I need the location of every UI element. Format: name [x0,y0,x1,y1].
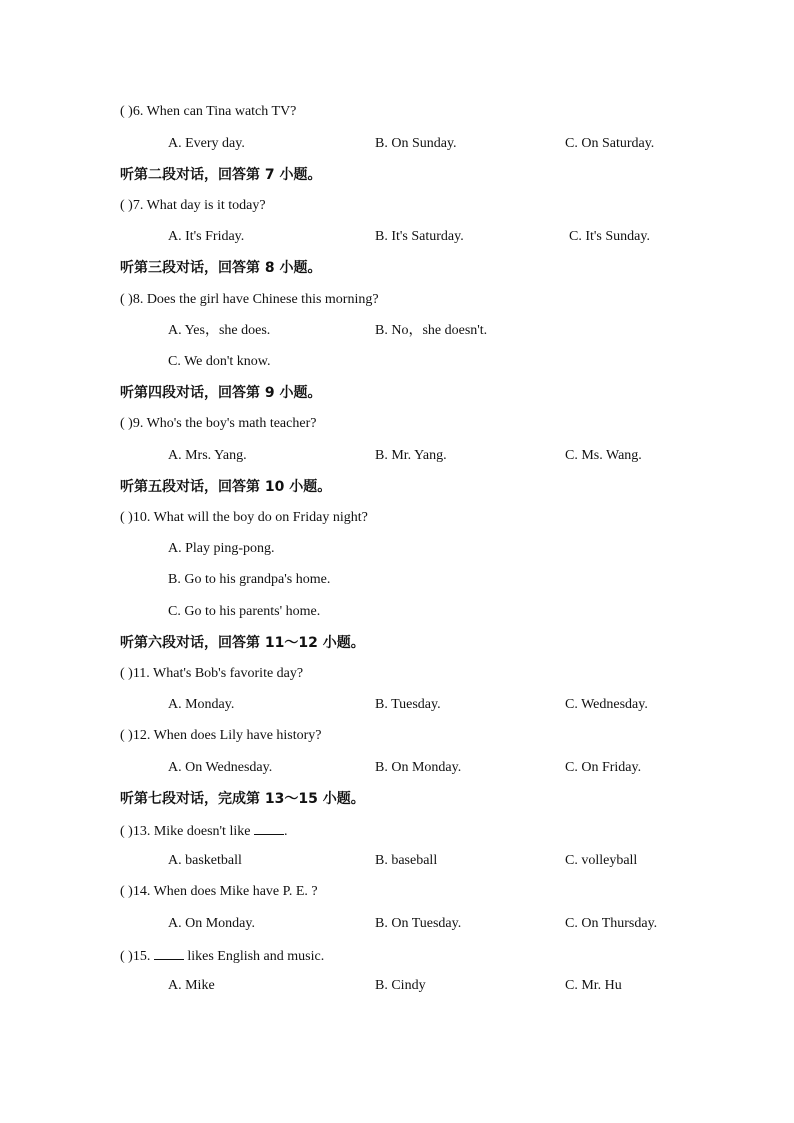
question-15-stem-end: likes English and music. [187,949,325,964]
option-a: A. On Monday. [168,916,255,931]
option-a: A. Mrs. Yang. [168,448,247,463]
question-10-option-c-row [0,602,794,622]
question-8-stem: ( )8. Does the girl have Chinese this morning? [120,292,379,307]
question-8-options [0,321,794,341]
answer-blank [154,945,184,960]
option-c: C. On Friday. [565,760,642,775]
option-c: C. Ms. Wang. [565,448,642,463]
section-6-heading: 听第六段对话，回答第 11～12 小题。 [120,635,365,651]
question-6-options [0,134,794,154]
question-10-option-a-row [0,539,794,559]
option-b: B. It's Saturday. [375,229,464,244]
question-13-stem-end: . [283,824,288,839]
option-c: C. We don't know. [168,354,271,369]
option-a: A. It's Friday. [168,229,245,244]
option-a: A. Yes，she does. [168,323,271,338]
option-b: B. Tuesday. [375,697,441,712]
option-a: A. basketball [168,853,242,868]
question-14-options [0,914,794,934]
option-b: B. On Monday. [375,760,462,775]
option-a: A. Play ping-pong. [168,541,275,556]
question-15-stem-text: ( )15. [120,949,151,964]
option-c: C. Wednesday. [565,697,648,712]
section-2-heading: 听第二段对话，回答第 7 小题。 [120,167,322,183]
question-12-options [0,758,794,778]
option-b: B. On Sunday. [375,136,457,151]
option-a: A. Every day. [168,136,245,151]
question-12-stem: ( )12. When does Lily have history? [120,728,322,743]
question-14-stem: ( )14. When does Mike have P. E. ? [120,884,318,899]
option-b: B. Cindy [375,978,426,993]
option-b: B. No，she doesn't. [375,323,488,338]
option-c: C. On Thursday. [565,916,658,931]
section-7-heading: 听第七段对话，完成第 13～15 小题。 [120,791,365,807]
question-6-stem: ( )6. When can Tina watch TV? [120,104,297,119]
option-b: B. baseball [375,853,438,868]
option-a: A. Mike [168,978,215,993]
option-a: A. On Wednesday. [168,760,273,775]
answer-blank [254,820,284,835]
question-11-stem: ( )11. What's Bob's favorite day? [120,666,304,681]
option-c: C. volleyball [565,853,638,868]
option-b: B. Mr. Yang. [375,448,447,463]
question-7-options [0,227,794,247]
question-15-options [0,976,794,996]
option-a: A. Monday. [168,697,235,712]
question-10-option-b-row [0,570,794,590]
option-c: C. On Saturday. [565,136,655,151]
option-c: C. It's Sunday. [569,229,650,244]
option-c: C. Go to his parents' home. [168,604,321,619]
question-13-stem-text: ( )13. Mike doesn't like [120,824,251,839]
question-15-stem [120,945,794,965]
question-10-stem: ( )10. What will the boy do on Friday night? [120,510,368,525]
option-b: B. On Tuesday. [375,916,462,931]
question-13-options [0,851,794,871]
question-9-stem: ( )9. Who's the boy's math teacher? [120,416,317,431]
question-11-options [0,695,794,715]
question-8-options-row2 [0,352,794,372]
question-9-options [0,446,794,466]
section-5-heading: 听第五段对话，回答第 10 小题。 [120,479,332,495]
question-13-stem [120,820,794,840]
option-b: B. Go to his grandpa's home. [168,572,331,587]
section-4-heading: 听第四段对话，回答第 9 小题。 [120,385,322,401]
section-3-heading: 听第三段对话，回答第 8 小题。 [120,260,322,276]
question-7-stem: ( )7. What day is it today? [120,198,266,213]
option-c: C. Mr. Hu [565,978,622,993]
